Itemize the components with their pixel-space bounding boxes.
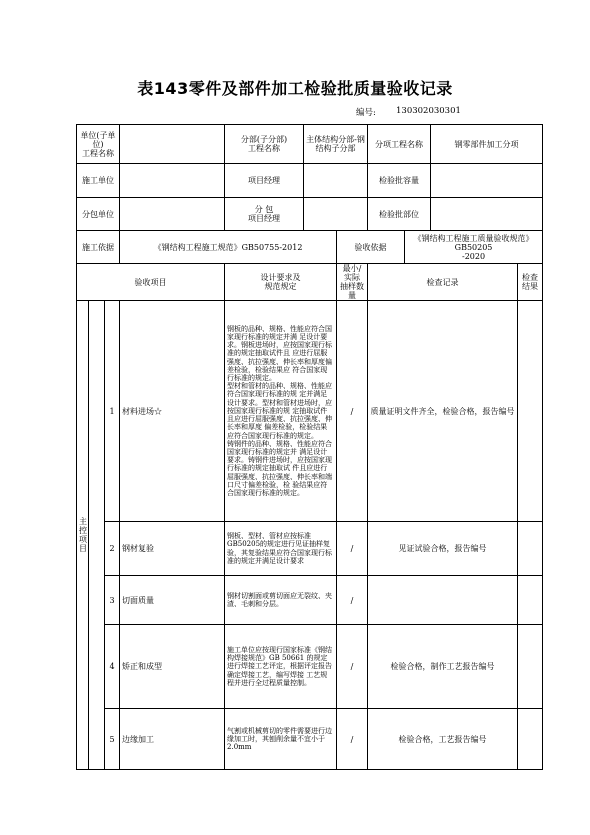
- subcontractor-value[interactable]: [120, 198, 225, 231]
- col-record-header: 检查记录: [368, 264, 518, 301]
- unit-project-label: 单位(子单位) 工程名称: [77, 125, 120, 164]
- table-row: [77, 709, 543, 770]
- project-manager-label: 项目经理: [225, 164, 304, 198]
- table-row: [77, 576, 543, 625]
- item-name: 矫正和成型: [120, 625, 225, 709]
- col-item-header: 验收项目: [77, 264, 225, 301]
- item-project-label: 分项工程名称: [368, 125, 431, 164]
- header-row-contractor: [77, 164, 543, 198]
- row-number: 1: [105, 301, 120, 522]
- header-row-subcontractor: [77, 198, 543, 231]
- row-number: 4: [105, 625, 120, 709]
- item-name: 边缘加工: [120, 709, 225, 770]
- sample-quantity[interactable]: /: [337, 576, 368, 625]
- sample-quantity[interactable]: /: [337, 301, 368, 522]
- inspection-record[interactable]: 质量证明文件齐全，检验合格，报告编号: [368, 301, 518, 522]
- unit-project-value[interactable]: [120, 125, 225, 164]
- contractor-label: 施工单位: [77, 164, 120, 198]
- row-number: 2: [105, 522, 120, 576]
- subcontractor-label: 分包单位: [77, 198, 120, 231]
- standard-requirement: 气割或机械剪切的零件需要进行边缘加工时，其刨削余量不宜小于2.0mm: [225, 709, 337, 770]
- standard-requirement: 钢材切割面或剪切面应无裂纹、夹渣、毛刺和分层。: [225, 576, 337, 625]
- page-title: 表143零件及部件加工检验批质量验收记录: [137, 79, 453, 98]
- acceptance-basis-value[interactable]: 《钢结构工程施工质量验收规范》GB50205 -2020: [405, 231, 543, 264]
- item-name: 切面质量: [120, 576, 225, 625]
- col-result-header: 检查 结果: [518, 264, 543, 301]
- batch-part-value[interactable]: [431, 198, 543, 231]
- inspection-record[interactable]: 检验合格，工艺报告编号: [368, 709, 518, 770]
- batch-capacity-value[interactable]: [431, 164, 543, 198]
- column-header-row: [77, 264, 543, 301]
- table-row: [77, 522, 543, 576]
- inspection-result[interactable]: [518, 625, 543, 709]
- sub-project-manager-label: 分 包 项目经理: [225, 198, 304, 231]
- construction-basis-value[interactable]: 《钢结构工程施工规范》GB50755-2012: [120, 231, 337, 264]
- standard-requirement: 钢板的品种、规格、性能应符合国家现行标准的规定并满 足设计要求。钢板进场时，应按国家现行标准的规定抽取试件且 应进行屈服强度、抗拉强度、伸长率和厚度偏差检验，检验结果应 符合国家现行标准的规定。 型材和管材的品种、规格、性能应符合国家现行标准的规 定并满足设计要求。型材和管材进场时，应按国家现行标准的规 定抽取试件且应进行屈服强度、抗拉强度、伸长率和厚度 偏差检验，检验结果应符合国家现行标准的规定。 铸钢件的品种、规格、性能应符合国家现行标准的规定并 满足设计要求。铸钢件进场时，应按国家现行标准的规定抽取试 件且应进行屈服强度、抗拉强度、伸长率和端口尺寸偏差检验，检 验结果应符合国家现行标准的规定。: [225, 301, 337, 522]
- subdivision-label: 分部(子分部) 工程名称: [225, 125, 304, 164]
- sample-quantity[interactable]: /: [337, 625, 368, 709]
- batch-part-label: 检验批部位: [368, 198, 431, 231]
- inspection-result[interactable]: [518, 576, 543, 625]
- header-row-project: [77, 125, 543, 164]
- inspection-record[interactable]: 检验合格，制作工艺报告编号: [368, 625, 518, 709]
- sample-quantity[interactable]: /: [337, 522, 368, 576]
- batch-capacity-label: 检验批容量: [368, 164, 431, 198]
- item-name: 钢材复验: [120, 522, 225, 576]
- inspection-result[interactable]: [518, 522, 543, 576]
- doc-number-value: 130302030301: [396, 106, 461, 116]
- table-row: [77, 301, 543, 522]
- acceptance-basis-label: 验收依据: [337, 231, 405, 264]
- sub-project-manager-value[interactable]: [304, 198, 368, 231]
- construction-basis-label: 施工依据: [77, 231, 120, 264]
- inspection-record-table: [76, 124, 543, 770]
- doc-number-label: 编号:: [356, 108, 376, 118]
- inspection-record[interactable]: [368, 576, 518, 625]
- row-number: 5: [105, 709, 120, 770]
- blank-spacer-cell: [89, 301, 105, 770]
- inspection-result[interactable]: [518, 301, 543, 522]
- main-control-label: 主 控 项 目: [77, 301, 89, 770]
- item-project-value[interactable]: 钢零部件加工分项: [431, 125, 543, 164]
- header-row-basis: [77, 231, 543, 264]
- inspection-result[interactable]: [518, 709, 543, 770]
- col-sample-header: 最小/实际 抽样数量: [337, 264, 368, 301]
- table-row: [77, 625, 543, 709]
- row-number: 3: [105, 576, 120, 625]
- contractor-value[interactable]: [120, 164, 225, 198]
- sample-quantity[interactable]: /: [337, 709, 368, 770]
- item-name: 材料进场☆: [120, 301, 225, 522]
- subdivision-value[interactable]: 主体结构分部-钢 结构子分部: [304, 125, 368, 164]
- standard-requirement: 施工单位应按现行国家标准《钢结构焊接规范》GB 50661 的规定进行焊接工艺评定，根据评定报告确定焊接工艺，编写焊接 工艺规程并进行全过程质量控制。: [225, 625, 337, 709]
- inspection-record[interactable]: 见证试验合格，报告编号: [368, 522, 518, 576]
- col-design-header: 设计要求及 规范规定: [225, 264, 337, 301]
- standard-requirement: 钢板、型材、管材应按标准GB50205的规定进行见证抽样复验，其复验结果应符合国家现行标准的规定并满足设计要求: [225, 522, 337, 576]
- project-manager-value[interactable]: [304, 164, 368, 198]
